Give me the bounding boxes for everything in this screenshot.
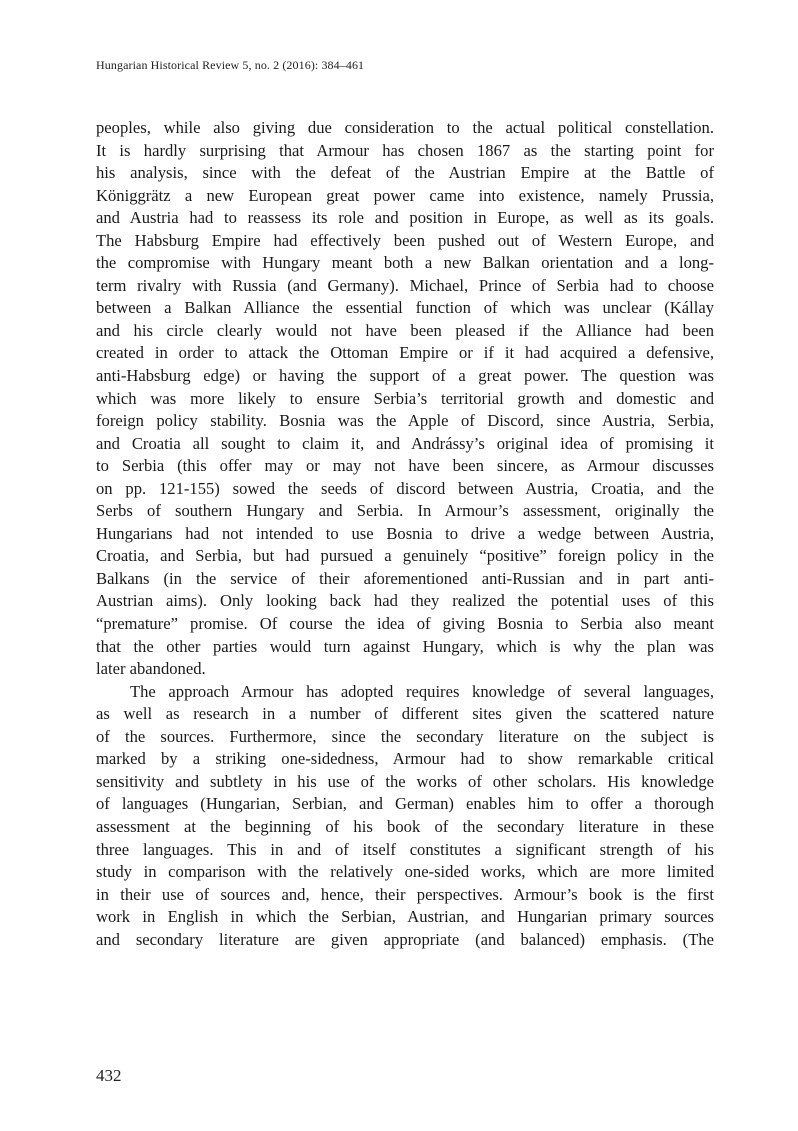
text-line: Balkans (in the service of their aforementioned anti-Russian and in part anti-	[96, 568, 714, 588]
text-line: marked by a striking one-sidedness, Armour had to show remarkable critical	[96, 749, 714, 769]
text-line: “premature” promise. Of course the idea of giving Bosnia to Serbia also meant	[96, 614, 714, 634]
text-line: in their use of sources and, hence, their perspectives. Armour’s book is the first	[96, 884, 714, 904]
text-line: his analysis, since with the defeat of the Austrian Empire at the Battle of	[96, 163, 714, 183]
text-line: Hungarians had not intended to use Bosnia to drive a wedge between Austria,	[96, 523, 714, 543]
text-line: Austrian aims). Only looking back had they realized the potential uses of this	[96, 591, 714, 611]
text-line: work in English in which the Serbian, Austrian, and Hungarian primary sources	[96, 907, 714, 927]
page-number: 432	[96, 1066, 122, 1085]
text-line: sensitivity and subtlety in his use of the works of other scholars. His knowledge	[96, 771, 714, 791]
text-line: as well as research in a number of different sites given the scattered nature	[96, 704, 714, 724]
text-line: which was more likely to ensure Serbia’s territorial growth and domestic and	[96, 388, 714, 408]
text-line: to Serbia (this offer may or may not have been sincere, as Armour discusses	[96, 456, 714, 476]
text-line: assessment at the beginning of his book of the secondary literature in these	[96, 816, 714, 836]
text-line: of the sources. Furthermore, since the secondary literature on the subject is	[96, 726, 714, 746]
text-line: Croatia, and Serbia, but had pursued a genuinely “positive” foreign policy in the	[96, 546, 714, 566]
text-line: The Habsburg Empire had effectively been pushed out of Western Europe, and	[96, 230, 714, 250]
text-line: later abandoned.	[96, 659, 206, 679]
text-line: that the other parties would turn against Hungary, which is why the plan was	[96, 636, 714, 656]
text-line: It is hardly surprising that Armour has chosen 1867 as the starting point for	[96, 140, 714, 160]
text-line: term rivalry with Russia (and Germany). Michael, Prince of Serbia had to choose	[96, 275, 714, 295]
text-line: and Austria had to reassess its role and position in Europe, as well as its goals.	[96, 208, 714, 228]
running-head: Hungarian Historical Review 5, no. 2 (2016): 384–461	[96, 58, 365, 72]
text-line: and secondary literature are given appropriate (and balanced) emphasis. (The	[96, 929, 714, 949]
text-line: the compromise with Hungary meant both a new Balkan orientation and a long-	[96, 253, 714, 273]
text-line: created in order to attack the Ottoman Empire or if it had acquired a defensive,	[96, 343, 714, 363]
paragraph-2	[96, 681, 714, 952]
text-line: study in comparison with the relatively one-sided works, which are more limited	[96, 862, 714, 882]
text-line: The approach Armour has adopted requires knowledge of several languages,	[130, 681, 714, 701]
paragraph-1	[96, 117, 714, 681]
text-line: three languages. This in and of itself constitutes a significant strength of his	[96, 839, 714, 859]
text-line: Serbs of southern Hungary and Serbia. In Armour’s assessment, originally the	[96, 501, 714, 521]
text-line: and his circle clearly would not have been pleased if the Alliance had been	[96, 320, 714, 340]
text-line: peoples, while also giving due consideration to the actual political constellation.	[96, 118, 714, 137]
text-line: Königgrätz a new European great power came into existence, namely Prussia,	[96, 185, 714, 205]
article-body	[96, 117, 714, 951]
text-line: foreign policy stability. Bosnia was the Apple of Discord, since Austria, Serbia,	[96, 411, 714, 431]
text-line: of languages (Hungarian, Serbian, and German) enables him to offer a thorough	[96, 794, 714, 814]
text-line: anti-Habsburg edge) or having the support of a great power. The question was	[96, 366, 714, 386]
text-line: between a Balkan Alliance the essential function of which was unclear (Kállay	[96, 298, 714, 318]
text-line: on pp. 121-155) sowed the seeds of discord between Austria, Croatia, and the	[96, 478, 714, 498]
text-line: and Croatia all sought to claim it, and Andrássy’s original idea of promising it	[96, 433, 714, 453]
